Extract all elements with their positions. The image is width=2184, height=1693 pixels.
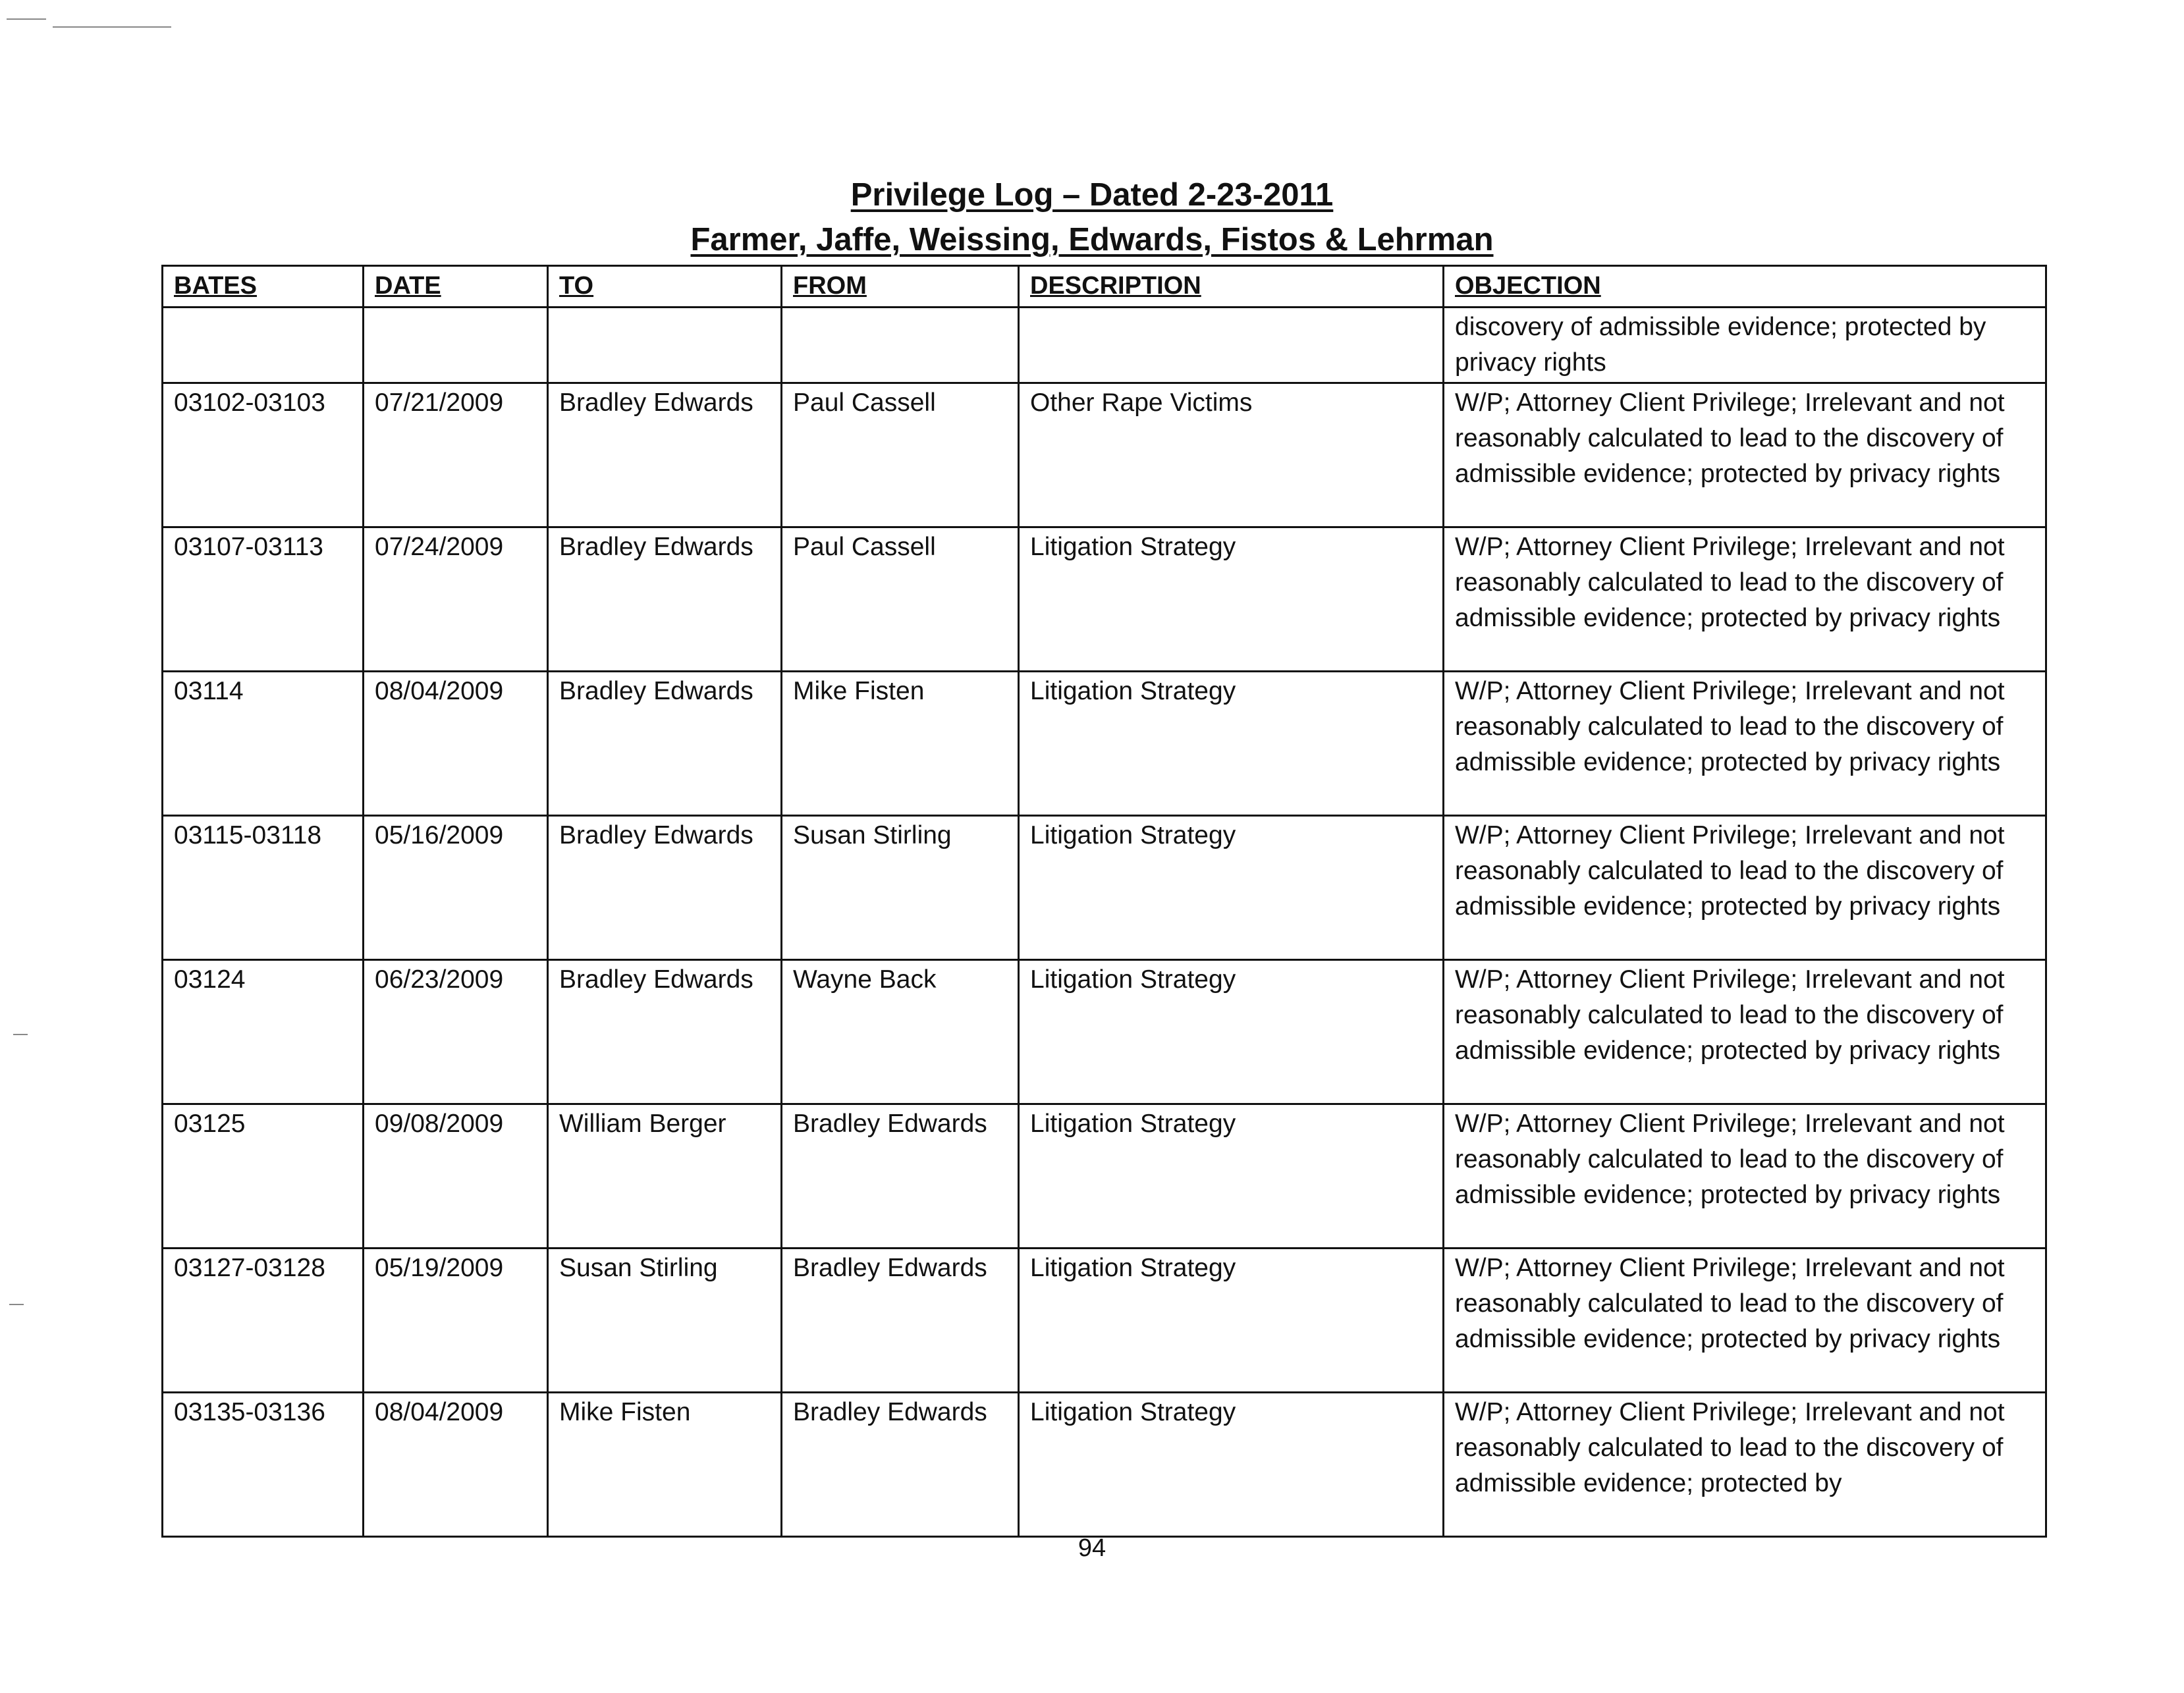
cell-objection: W/P; Attorney Client Privilege; Irrelevant and not reasonably calculated to lead to the discovery of admissible evidence; protected by privacy rights — [1444, 1104, 2046, 1249]
cell-date: 08/04/2009 — [364, 672, 548, 816]
cell-bates: 03107-03113 — [163, 527, 364, 672]
column-header-objection: OBJECTION — [1444, 266, 2046, 308]
table-header-row — [163, 266, 2046, 308]
table-row — [163, 816, 2046, 960]
page-number: 94 — [1078, 1534, 1106, 1562]
cell-to: Bradley Edwards — [548, 816, 782, 960]
cell-from: Paul Cassell — [782, 527, 1019, 672]
scan-artifact — [7, 18, 46, 20]
cell-description: Litigation Strategy — [1019, 960, 1444, 1104]
cell-from: Paul Cassell — [782, 383, 1019, 527]
cell-date: 08/04/2009 — [364, 1393, 548, 1537]
table-row-continuation — [163, 308, 2046, 383]
cell-to: Mike Fisten — [548, 1393, 782, 1537]
column-header-description: DESCRIPTION — [1019, 266, 1444, 308]
cell-description: Litigation Strategy — [1019, 672, 1444, 816]
cell-description: Other Rape Victims — [1019, 383, 1444, 527]
table-row — [163, 383, 2046, 527]
table-row — [163, 960, 2046, 1104]
scan-artifact — [9, 1304, 24, 1305]
cell-to — [548, 308, 782, 383]
table-row — [163, 1104, 2046, 1249]
cell-to: William Berger — [548, 1104, 782, 1249]
cell-from — [782, 308, 1019, 383]
cell-to: Bradley Edwards — [548, 960, 782, 1104]
cell-from: Susan Stirling — [782, 816, 1019, 960]
cell-from: Bradley Edwards — [782, 1393, 1019, 1537]
cell-description: Litigation Strategy — [1019, 1249, 1444, 1393]
cell-date — [364, 308, 548, 383]
cell-to: Bradley Edwards — [548, 527, 782, 672]
cell-description: Litigation Strategy — [1019, 527, 1444, 672]
cell-bates: 03124 — [163, 960, 364, 1104]
cell-bates: 03114 — [163, 672, 364, 816]
cell-bates: 03127-03128 — [163, 1249, 364, 1393]
cell-date: 07/24/2009 — [364, 527, 548, 672]
cell-date: 05/16/2009 — [364, 816, 548, 960]
cell-from: Bradley Edwards — [782, 1249, 1019, 1393]
table-row — [163, 1249, 2046, 1393]
column-header-from: FROM — [782, 266, 1019, 308]
cell-from: Wayne Back — [782, 960, 1019, 1104]
cell-objection: W/P; Attorney Client Privilege; Irrelevant and not reasonably calculated to lead to the discovery of admissible evidence; protected by privacy rights — [1444, 672, 2046, 816]
cell-date: 07/21/2009 — [364, 383, 548, 527]
table-row — [163, 672, 2046, 816]
cell-date: 05/19/2009 — [364, 1249, 548, 1393]
cell-bates: 03135-03136 — [163, 1393, 364, 1537]
table-row — [163, 527, 2046, 672]
document-subtitle: Farmer, Jaffe, Weissing, Edwards, Fistos & Lehrman — [690, 222, 1494, 257]
cell-to: Bradley Edwards — [548, 672, 782, 816]
cell-bates — [163, 308, 364, 383]
scan-artifact — [13, 1034, 28, 1035]
cell-to: Susan Stirling — [548, 1249, 782, 1393]
cell-description — [1019, 308, 1444, 383]
cell-bates: 03115-03118 — [163, 816, 364, 960]
privilege-log-table — [161, 265, 2047, 1538]
column-header-to: TO — [548, 266, 782, 308]
cell-objection: W/P; Attorney Client Privilege; Irrelevant and not reasonably calculated to lead to the discovery of admissible evidence; protected by privacy rights — [1444, 816, 2046, 960]
scan-artifact — [53, 26, 171, 28]
document-title: Privilege Log – Dated 2-23-2011 — [850, 177, 1334, 213]
column-header-date: DATE — [364, 266, 548, 308]
cell-bates: 03125 — [163, 1104, 364, 1249]
cell-objection: W/P; Attorney Client Privilege; Irrelevant and not reasonably calculated to lead to the discovery of admissible evidence; protected by privacy rights — [1444, 1249, 2046, 1393]
cell-objection: W/P; Attorney Client Privilege; Irrelevant and not reasonably calculated to lead to the discovery of admissible evidence; protected by privacy rights — [1444, 527, 2046, 672]
cell-objection: discovery of admissible evidence; protected by privacy rights — [1444, 308, 2046, 383]
cell-date: 06/23/2009 — [364, 960, 548, 1104]
cell-from: Bradley Edwards — [782, 1104, 1019, 1249]
cell-date: 09/08/2009 — [364, 1104, 548, 1249]
cell-objection: W/P; Attorney Client Privilege; Irrelevant and not reasonably calculated to lead to the discovery of admissible evidence; protected by privacy rights — [1444, 383, 2046, 527]
cell-description: Litigation Strategy — [1019, 1393, 1444, 1537]
cell-from: Mike Fisten — [782, 672, 1019, 816]
cell-description: Litigation Strategy — [1019, 1104, 1444, 1249]
cell-objection: W/P; Attorney Client Privilege; Irrelevant and not reasonably calculated to lead to the discovery of admissible evidence; protected by privacy rights — [1444, 960, 2046, 1104]
column-header-bates: BATES — [163, 266, 364, 308]
cell-objection: W/P; Attorney Client Privilege; Irrelevant and not reasonably calculated to lead to the discovery of admissible evidence; protected by — [1444, 1393, 2046, 1537]
cell-bates: 03102-03103 — [163, 383, 364, 527]
table-row — [163, 1393, 2046, 1537]
cell-description: Litigation Strategy — [1019, 816, 1444, 960]
cell-to: Bradley Edwards — [548, 383, 782, 527]
